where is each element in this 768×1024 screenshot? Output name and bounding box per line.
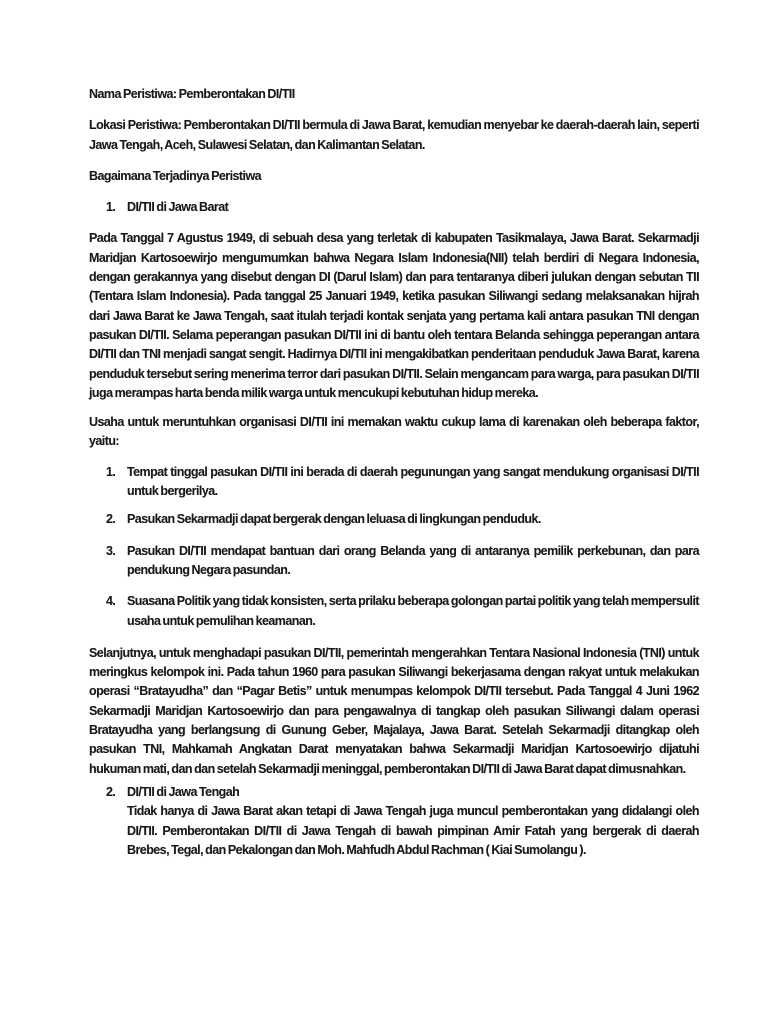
list-number: 1.: [106, 200, 116, 215]
field-nama-peristiwa: Nama Peristiwa: Pemberontakan DI/TII: [89, 87, 295, 101]
list-item-body: [127, 783, 699, 860]
list-number: 4.: [106, 594, 116, 609]
list-item-jawa-tengah: [89, 783, 699, 860]
paragraph-jawa-barat-2: Selanjutnya, untuk menghadapi pasukan DI/TII, pemerintah mengerahkan Tentara Nasional Indonesia (TNI) untuk meringkus kelompok ini. Pada tahun 1960 para pasukan Siliwangi bekerjasama dengan rakyat untuk melakukan operasi “Bratayudha” dan “Pagar Betis” untuk menumpas kelompok DI/TII tersebut. Pada Tanggal 4 Juni 1962 Sekarmadji Maridjan Kartosoewirjo dan para pengawalnya di tangkap oleh pasukan Siliwangi dalam operasi Bratayudha yang berlangsung di Gunung Geber, Majalaya, Jawa Barat. Setelah Sekarmadji ditangkap oleh pasukan TNI, Mahkamah Angkatan Darat menyatakan bahwa Sekarmadji Maridjan Kartosoewirjo dijatuhi hukuman mati, dan dan setelah Sekarmadji meninggal, pemberontakan DI/TII di Jawa Barat dapat dimusnahkan.: [89, 645, 699, 776]
factor-item-4: [89, 592, 699, 631]
factor-item-3: [89, 542, 699, 581]
factor-text: Pasukan DI/TII mendapat bantuan dari orang Belanda yang di antaranya pemilik perkebunan, dan para pendukung Negara pasundan.: [127, 543, 699, 577]
factor-item-2: [89, 510, 699, 529]
factor-text: Suasana Politik yang tidak konsisten, serta prilaku beberapa golongan partai politik yang telah mempersulit usaha untuk pemulihan keamanan.: [127, 594, 699, 628]
paragraph-jawa-tengah: Tidak hanya di Jawa Barat akan tetapi di Jawa Tengah juga muncul pemberontakan yang didalangi oleh DI/TII. Pemberontakan DI/TII di Jawa Tengah di bawah pimpinan Amir Fatah yang bergerak di daerah Brebes, Tegal, dan Pekalongan dan Moh. Mahfudh Abdul Rachman ( Kiai Sumolangu ).: [127, 804, 699, 857]
field-lokasi-peristiwa: Lokasi Peristiwa: Pemberontakan DI/TII bermula di Jawa Barat, kemudian menyebar ke daerah-daerah lain, seperti Jawa Tengah, Aceh, Sulawesi Selatan, dan Kalimantan Selatan.: [89, 118, 699, 152]
list-number: 2.: [106, 784, 116, 799]
factor-item-1: [89, 463, 699, 502]
paragraph-factors-intro: Usaha untuk meruntuhkan organisasi DI/TII ini memakan waktu cukup lama di karenakan oleh beberapa faktor, yaitu:: [89, 415, 699, 449]
paragraph-jawa-barat-1: Pada Tanggal 7 Agustus 1949, di sebuah desa yang terletak di kabupaten Tasikmalaya, Jawa Barat. Sekarmadji Maridjan Kartosoewirjo mengumumkan bahwa Negara Islam Indonesia(NII) telah berdiri di Negara Indonesia, dengan gerakannya yang disebut dengan DI (Darul Islam) dan para tentaranya diberi julukan dengan sebutan TII (Tentara Islam Indonesia). Pada tanggal 25 Januari 1949, ketika pasukan Siliwangi sedang melaksanakan hijrah dari Jawa Barat ke Jawa Tengah, saat itulah terjadi kontak senjata yang pertama kali antara pasukan TNI dengan pasukan DI/TII. Selama peperangan pasukan DI/TII ini di bantu oleh tentara Belanda sehingga peperangan antara DI/TII dan TNI menjadi sangat sengit. Hadirnya DI/TII ini mengakibatkan penderitaan penduduk Jawa Barat, karena penduduk tersebut sering menerima terror dari pasukan DI/TII. Selain mengancam para warga, para pasukan DI/TII juga merampas harta benda milik warga untuk mencukupi kebutuhan hidup mereka.: [89, 231, 699, 400]
factor-text: Pasukan Sekarmadji dapat bergerak dengan leluasa di lingkungan penduduk.: [127, 512, 541, 527]
list-item-title: DI/TII di Jawa Tengah: [127, 784, 240, 799]
factor-text: Tempat tinggal pasukan DI/TII ini berada di daerah pegunungan yang sangat mendukung organisasi DI/TII untuk bergerilya.: [127, 464, 699, 499]
section-heading: Bagaimana Terjadinya Peristiwa: [89, 168, 262, 183]
list-number: 2.: [106, 512, 116, 527]
list-item-title: DI/TII di Jawa Barat: [127, 200, 229, 215]
list-item-jawa-barat: [89, 198, 699, 217]
list-number: 3.: [106, 543, 116, 558]
list-number: 1.: [106, 464, 116, 479]
